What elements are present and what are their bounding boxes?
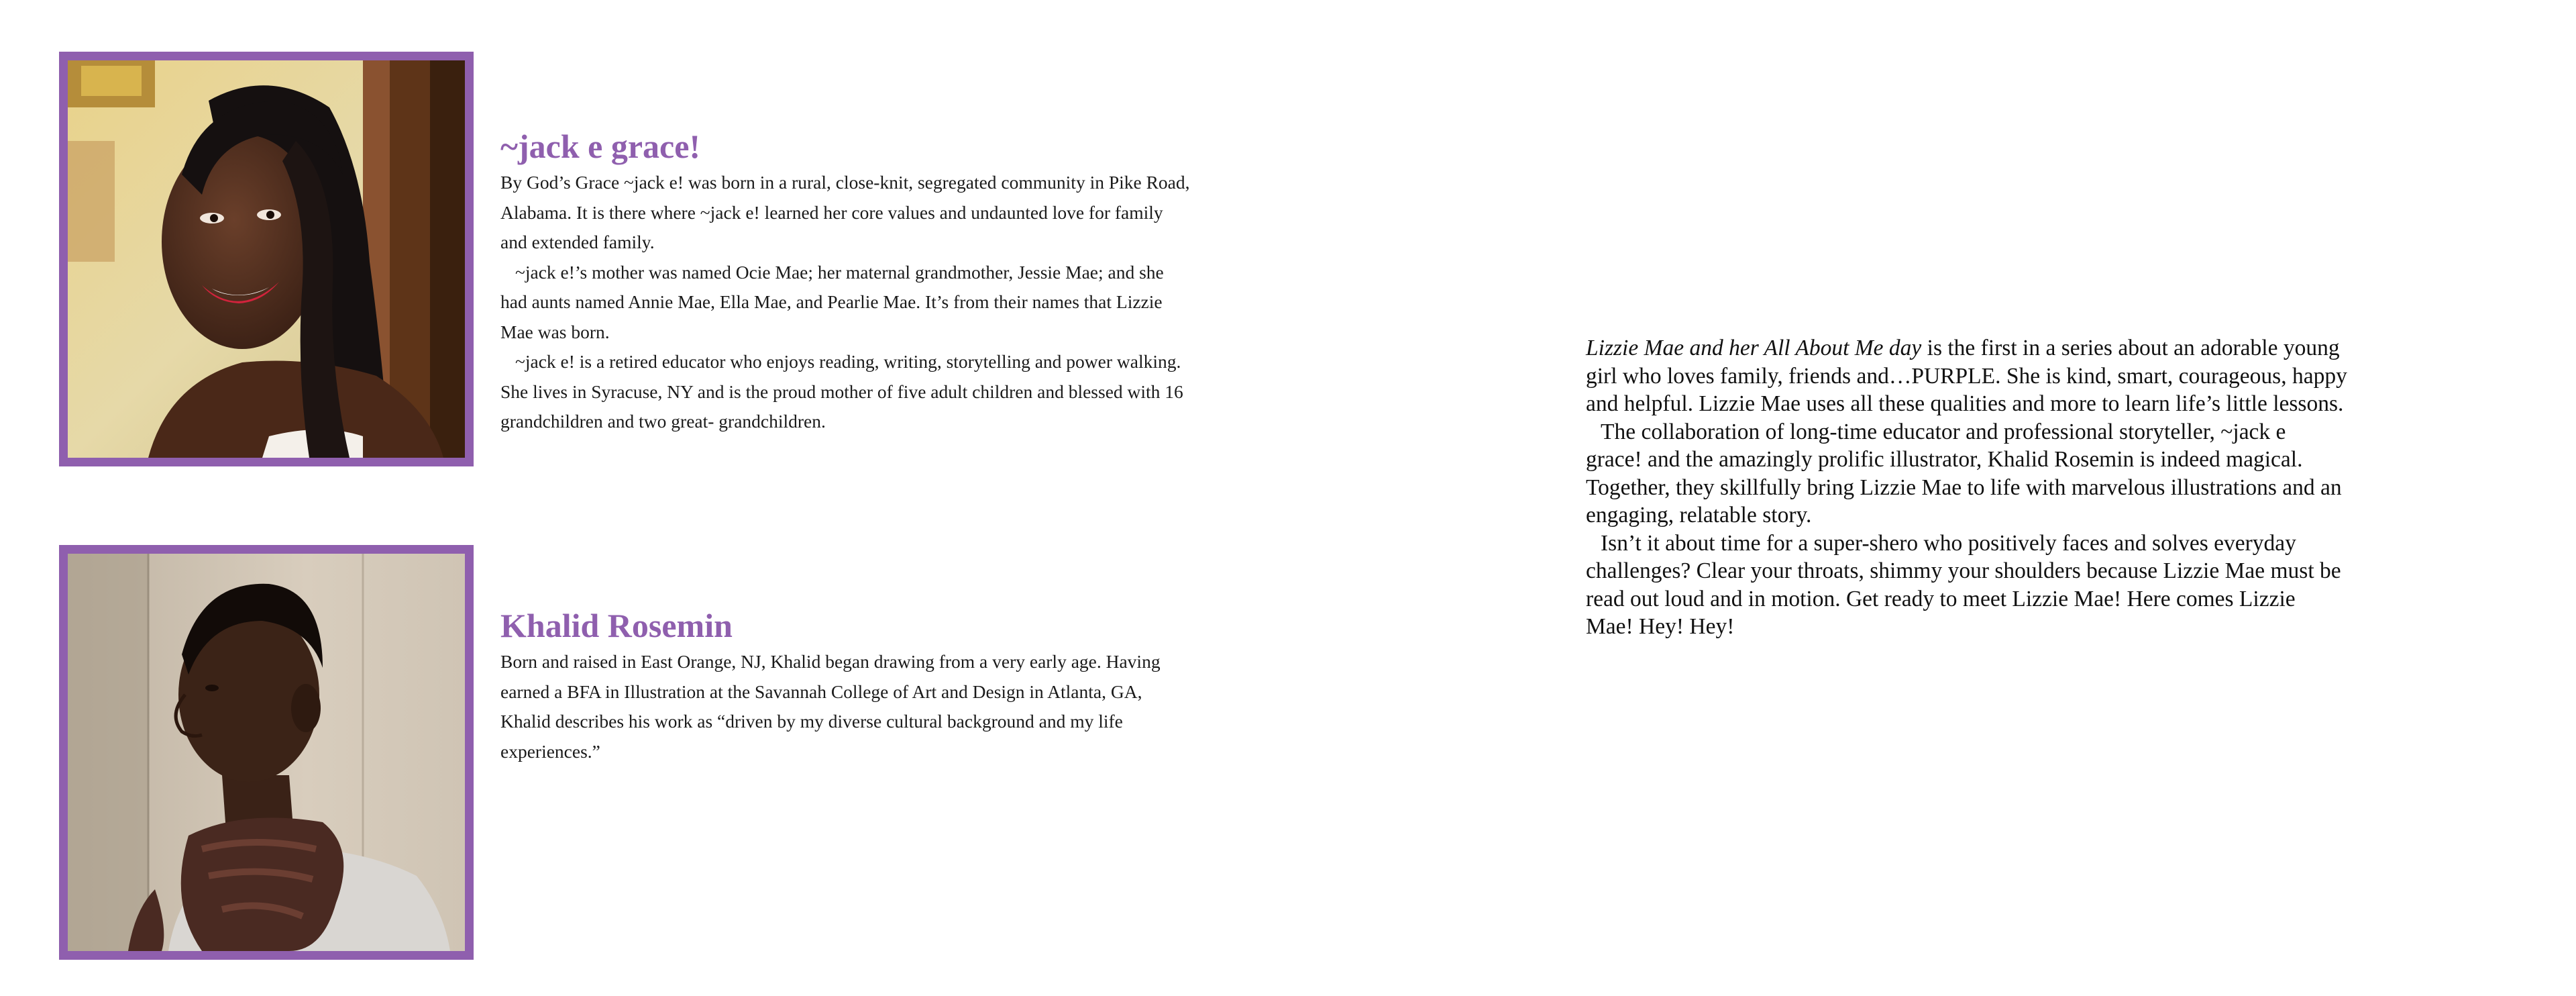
- blurb-paragraph: The collaboration of long-time educator and professional storyteller, ~jack e grace! and the amazingly prolific illustrator, Khalid Rosemin is indeed magical. Together, they skillfully bring Lizzie Mae to life with marvelous illustrations and an engaging, relatable story.: [1586, 419, 2342, 528]
- book-title: Lizzie Mae and her All About Me day: [1586, 336, 1922, 360]
- author-name: ~jack e grace!: [500, 128, 701, 165]
- blurb-first-paragraph-text: is the first in a series about an adorable young girl who loves family, friends and…PURPLE. She is kind, smart, courageous, happy and helpful. Lizzie Mae uses all these qualities and more to learn life’s little lessons.: [1586, 336, 2347, 416]
- author-photo-grace: [59, 52, 474, 466]
- bio-paragraph: By God’s Grace ~jack e! was born in a rural, close-knit, segregated community in Pike Road, Alabama. It is there where ~jack e! learned her core values and undaunted love for family and extended family.: [500, 172, 1190, 252]
- illustrator-name: Khalid Rosemin: [500, 607, 733, 644]
- illustrator-bio-khalid: [500, 604, 1191, 766]
- portrait-woman-image: [68, 60, 465, 458]
- author-photo-khalid: [59, 545, 474, 960]
- bio-paragraph: Born and raised in East Orange, NJ, Khalid began drawing from a very early age. Having earned a BFA in Illustration at the Savannah College of Art and Design in Atlanta, GA, Khalid describes his work as “driven by my diverse cultural background and my life experiences.”: [500, 651, 1161, 762]
- bio-paragraph: ~jack e! is a retired educator who enjoys reading, writing, storytelling and power walking. She lives in Syracuse, NY and is the proud mother of five adult children and blessed with 16 grandchildren and two great- grandchildren.: [500, 351, 1183, 432]
- book-blurb: [1586, 334, 2347, 641]
- blurb-paragraph: Isn’t it about time for a super-shero who positively faces and solves everyday challenges? Clear your throats, shimmy your shoulders because Lizzie Mae must be read out loud and in motion. Get ready to meet Lizzie Mae! Here comes Lizzie Mae! Hey! Hey!: [1586, 530, 2341, 639]
- blurb-paragraph: [1586, 334, 2347, 418]
- bio-paragraph: ~jack e!’s mother was named Ocie Mae; her maternal grandmother, Jessie Mae; and she had aunts named Annie Mae, Ella Mae, and Pearlie Mae. It’s from their names that Lizzie Mae was born.: [500, 261, 1164, 342]
- portrait-man-image: [68, 554, 465, 951]
- author-bio-grace: [500, 125, 1191, 437]
